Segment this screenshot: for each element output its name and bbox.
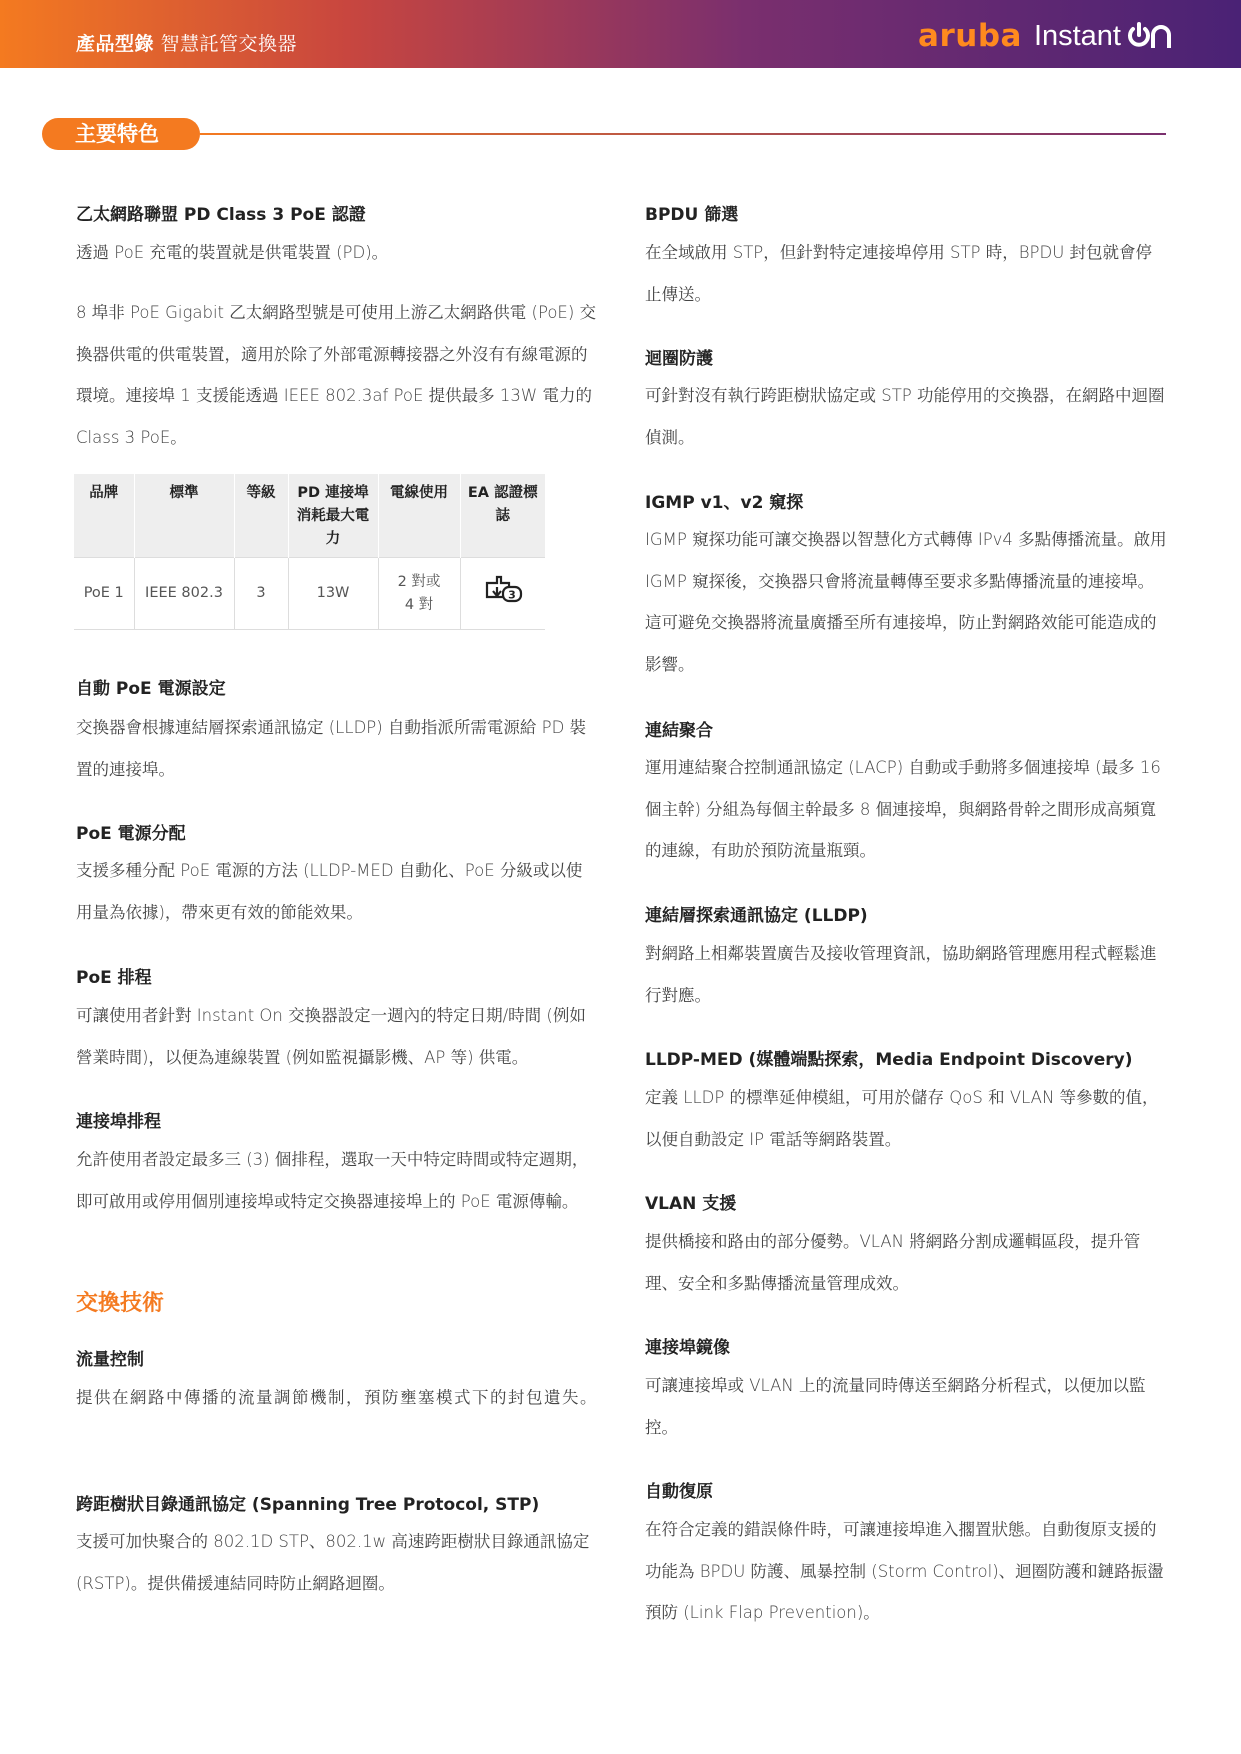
table-header-cell: PD 連接埠消耗最大電力 — [288, 474, 378, 558]
paragraph-loop-protection: 可針對沒有執行跨距樹狀協定或 STP 功能停用的交換器，在網路中迴圈偵測。 — [645, 386, 1165, 447]
table-header-cell: 等級 — [234, 474, 288, 558]
table-cell — [378, 558, 460, 630]
paragraph-poe-allocation: 支援多種分配 PoE 電源的方法 (LLDP-MED 自動化、PoE 分級或以使用量為依據)，帶來更有效的節能效果。 — [76, 861, 583, 922]
heading-port-schedule: 連接埠排程 — [76, 1112, 161, 1132]
ea-poe-logo-icon — [481, 573, 525, 607]
table-row — [74, 558, 545, 630]
brand-instant: Instant — [1033, 19, 1121, 52]
paragraph-pd-detail: 8 埠非 PoE Gigabit 乙太網路型號是可使用上游乙太網路供電 (PoE) 交換器供電的供電裝置，適用於除了外部電源轉接器之外沒有有線電源的環境。連接埠 1 支援能透過 IEEE 802.3af PoE 提供最多 13W 電力的 Class 3 PoE。 — [76, 303, 597, 447]
heading-igmp: IGMP v1、v2 窺探 — [645, 493, 804, 513]
heading-poe-allocation: PoE 電源分配 — [76, 824, 186, 844]
paragraph-igmp: IGMP 窺探功能可讓交換器以智慧化方式轉傳 IPv4 多點傳播流量。啟用 IGMP 窺探後，交換器只會將流量轉傳至要求多點傳播流量的連接埠。這可避免交換器將流量廣播至所有連接埠，防止對網路效能可能造成的影響。 — [645, 530, 1167, 674]
heading-poe-schedule: PoE 排程 — [76, 968, 152, 988]
section-title: 主要特色 — [42, 118, 200, 150]
power-icon — [1127, 21, 1175, 51]
paragraph-link-aggregation: 運用連結聚合控制通訊協定 (LACP) 自動或手動將多個連接埠 (最多 16 個主幹) 分組為每個主幹最多 8 個連接埠，與網路骨幹之間形成高頻寬的連線，有助於預防流量瓶頸。 — [645, 758, 1161, 860]
table-header-cell: 標準 — [134, 474, 234, 558]
table-cell: 3 — [234, 558, 288, 630]
paragraph-poe-schedule: 可讓使用者針對 Instant On 交換器設定一週內的特定日期/時間 (例如營業時間)，以便為連線裝置 (例如監視攝影機、AP 等) 供電。 — [76, 1006, 586, 1067]
paragraph-flow-control: 提供在網路中傳播的流量調節機制，預防壅塞模式下的封包遺失。 — [76, 1388, 598, 1407]
heading-pd-class3: 乙太網路聯盟 PD Class 3 PoE 認證 — [76, 205, 366, 225]
section-divider — [200, 133, 1166, 135]
brand-aruba: aruba — [918, 18, 1022, 54]
paragraph-lldp-med: 定義 LLDP 的標準延伸模組，可用於儲存 QoS 和 VLAN 等參數的值，以便自動設定 IP 電話等網路裝置。 — [645, 1088, 1159, 1149]
paragraph-bpdu-filter: 在全域啟用 STP，但針對特定連接埠停用 STP 時，BPDU 封包就會停止傳送。 — [645, 243, 1153, 304]
paragraph-lldp: 對網路上相鄰裝置廣告及接收管理資訊，協助網路管理應用程式輕鬆進行對應。 — [645, 944, 1157, 1005]
paragraph-vlan: 提供橋接和路由的部分優勢。VLAN 將網路分割成邏輯區段，提升管理、安全和多點傳播流量管理成效。 — [645, 1232, 1141, 1293]
heading-switching-tech: 交換技術 — [76, 1291, 165, 1316]
document-title — [76, 29, 297, 56]
heading-lldp-med: LLDP-MED (媒體端點探索，Media Endpoint Discovery) — [645, 1050, 1133, 1070]
heading-stp: 跨距樹狀目錄通訊協定 (Spanning Tree Protocol, STP) — [76, 1495, 540, 1515]
paragraph-port-schedule: 允許使用者設定最多三 (3) 個排程，選取一天中特定時間或特定週期，即可啟用或停用個別連接埠或特定交換器連接埠上的 PoE 電源傳輸。 — [76, 1150, 589, 1211]
paragraph-pd-intro: 透過 PoE 充電的裝置就是供電裝置 (PD)。 — [76, 243, 389, 262]
heading-vlan: VLAN 支援 — [645, 1194, 737, 1214]
brand-logo — [918, 20, 1175, 52]
document-title-bold: 產品型錄 — [76, 33, 155, 55]
header-bar — [0, 0, 1241, 68]
table-header-cell: 電線使用 — [378, 474, 460, 558]
table-cell — [460, 558, 545, 630]
ea-logo-class: 3 — [507, 588, 516, 601]
paragraph-auto-poe: 交換器會根據連結層探索通訊協定 (LLDP) 自動指派所需電源給 PD 裝置的連接埠。 — [76, 718, 587, 779]
heading-auto-recovery: 自動復原 — [645, 1482, 713, 1502]
heading-loop-protection: 迴圈防護 — [645, 349, 713, 369]
paragraph-stp: 支援可加快聚合的 802.1D STP、802.1w 高速跨距樹狀目錄通訊協定 (RSTP)。提供備援連結同時防止網路迴圈。 — [76, 1532, 590, 1593]
heading-lldp: 連結層探索通訊協定 (LLDP) — [645, 906, 868, 926]
table-header-cell: EA 認證標誌 — [460, 474, 545, 558]
heading-port-mirroring: 連接埠鏡像 — [645, 1338, 730, 1358]
paragraph-port-mirroring: 可讓連接埠或 VLAN 上的流量同時傳送至網路分析程式，以便加以監控。 — [645, 1376, 1146, 1437]
table-cell: PoE 1 — [74, 558, 134, 630]
heading-auto-poe: 自動 PoE 電源設定 — [76, 679, 226, 699]
wire-usage: 2 對或 4 對 — [397, 573, 441, 613]
paragraph-auto-recovery: 在符合定義的錯誤條件時，可讓連接埠進入擱置狀態。自動復原支援的功能為 BPDU 防護、風暴控制 (Storm Control)、迴圈防護和鏈路振盪預防 (Link Flap Prevention)。 — [645, 1520, 1164, 1622]
table-header-cell: 品牌 — [74, 474, 134, 558]
document-title-rest: 智慧託管交換器 — [154, 33, 298, 55]
heading-link-aggregation: 連結聚合 — [645, 721, 713, 741]
heading-bpdu-filter: BPDU 篩選 — [645, 205, 739, 225]
heading-flow-control: 流量控制 — [76, 1350, 144, 1370]
table-cell: 13W — [288, 558, 378, 630]
table-header-row — [74, 474, 545, 558]
table-cell: IEEE 802.3 — [134, 558, 234, 630]
poe-spec-table — [74, 474, 545, 630]
